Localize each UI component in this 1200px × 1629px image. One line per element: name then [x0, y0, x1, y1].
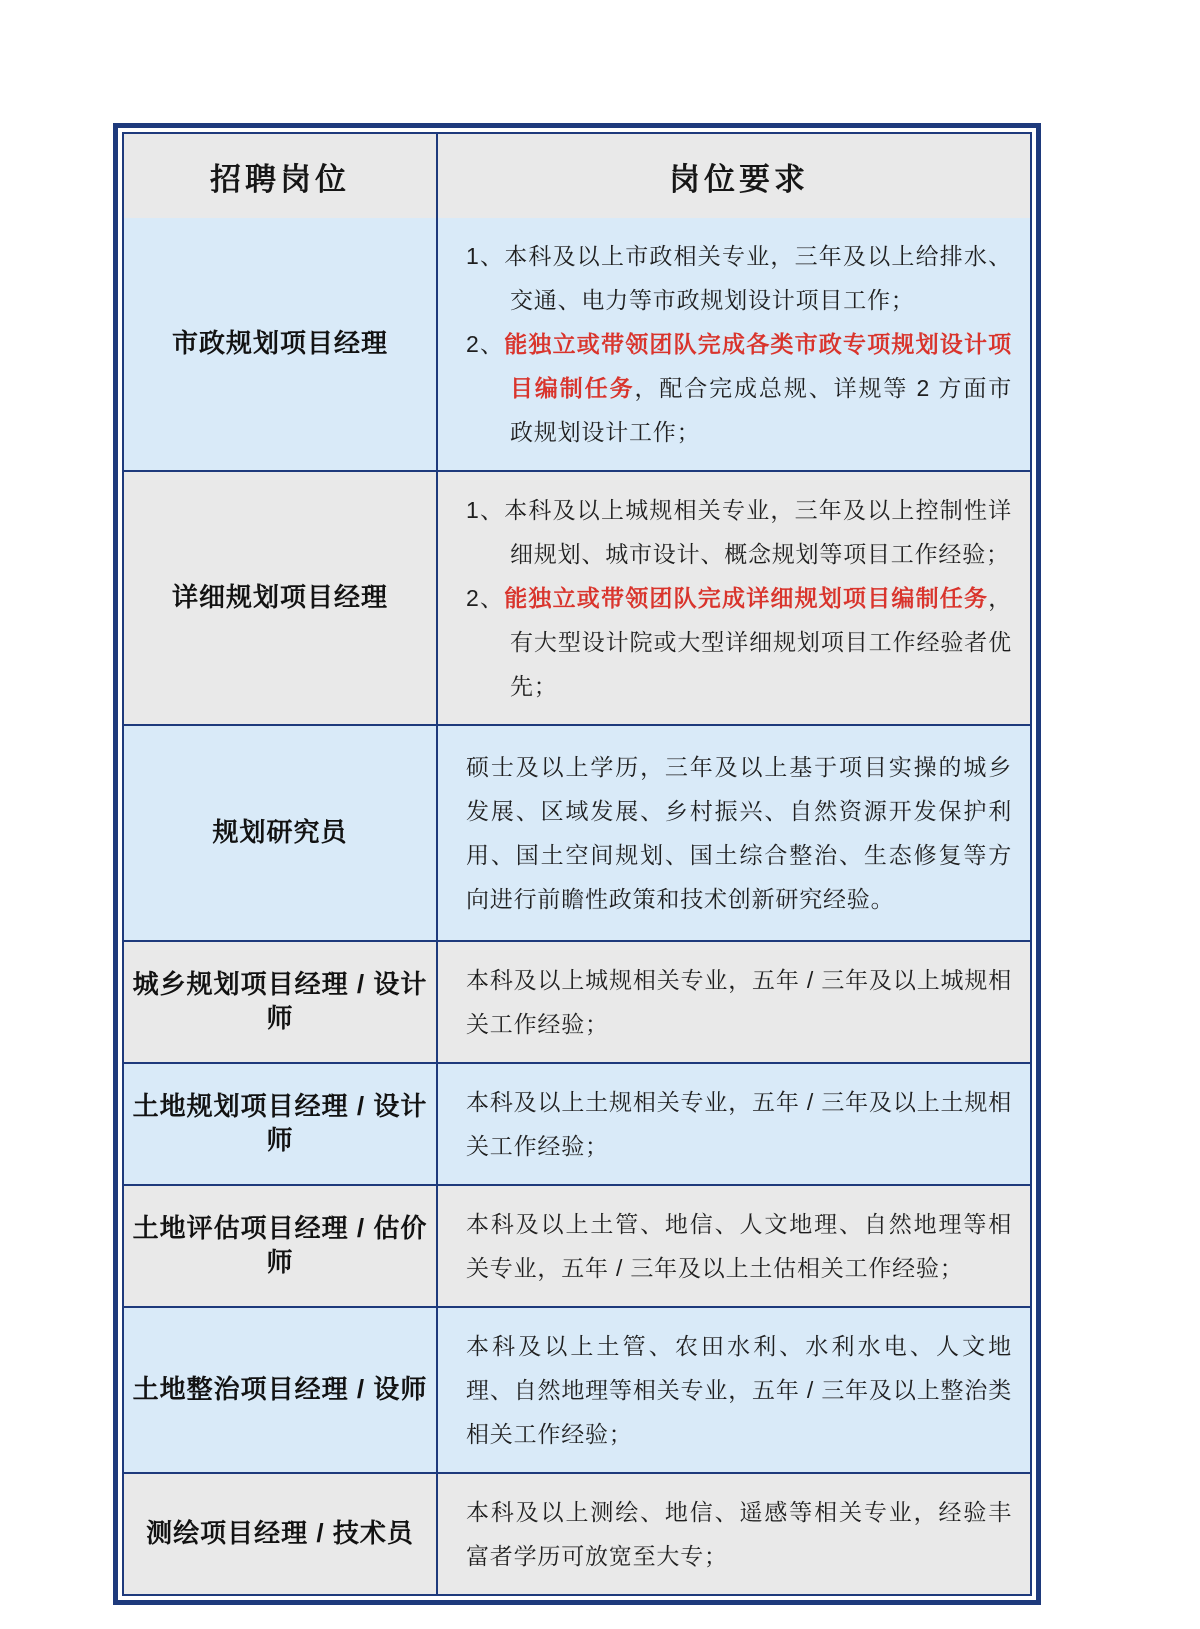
position-title: 测绘项目经理 / 技术员 — [146, 1518, 414, 1549]
position-cell — [124, 1308, 438, 1472]
requirement-text: ，有大型设计院或大型详细规划项目工作经验者优先； — [510, 585, 1012, 699]
column-header-position-label: 招聘岗位 — [210, 161, 350, 197]
requirement-text: 本科及以上城规相关专业，五年 / 三年及以上城规相关工作经验； — [466, 967, 1012, 1037]
table-row — [124, 724, 1030, 940]
table-row — [124, 1062, 1030, 1184]
requirement-paragraph — [466, 322, 1012, 454]
position-title: 土地规划项目经理 / 设计师 — [132, 1091, 428, 1155]
recruitment-table — [113, 123, 1041, 1605]
requirement-paragraph — [466, 576, 1012, 708]
list-number: 2、 — [466, 585, 505, 611]
requirements-cell — [438, 726, 1030, 940]
table-row — [124, 1306, 1030, 1472]
requirement-paragraph — [466, 958, 1012, 1046]
requirement-paragraph — [466, 745, 1012, 921]
list-number: 2、 — [466, 331, 505, 357]
list-number: 1、 — [466, 243, 505, 269]
table-body — [124, 218, 1030, 1594]
column-header-requirements — [438, 134, 1030, 218]
requirement-text-highlighted: 能独立或带领团队完成详细规划项目编制任务 — [504, 585, 989, 611]
position-title: 城乡规划项目经理 / 设计师 — [132, 969, 428, 1033]
table-row — [124, 470, 1030, 724]
column-header-requirements-label: 岗位要求 — [669, 161, 809, 197]
requirement-text: 本科及以上城规相关专业，三年及以上控制性详细规划、城市设计、概念规划等项目工作经验； — [504, 497, 1012, 567]
column-header-position — [124, 134, 438, 218]
requirement-paragraph — [466, 488, 1012, 576]
position-cell — [124, 1474, 438, 1594]
requirement-text-highlighted: 能独立或带领团队完成各类市政专项规划设计项目编制任务 — [504, 331, 1012, 401]
position-title: 土地评估项目经理 / 估价师 — [132, 1213, 428, 1277]
table-header-row — [124, 134, 1030, 218]
requirement-text: 本科及以上测绘、地信、遥感等相关专业，经验丰富者学历可放宽至大专； — [466, 1499, 1012, 1569]
requirement-text: 本科及以上土规相关专业，五年 / 三年及以上土规相关工作经验； — [466, 1089, 1012, 1159]
position-title: 规划研究员 — [212, 817, 348, 848]
position-cell — [124, 218, 438, 470]
requirement-paragraph — [466, 1202, 1012, 1290]
requirement-paragraph — [466, 1080, 1012, 1168]
position-cell — [124, 1186, 438, 1306]
recruitment-table-inner — [122, 132, 1032, 1596]
requirements-cell — [438, 1308, 1030, 1472]
position-cell — [124, 472, 438, 724]
position-title: 详细规划项目经理 — [171, 582, 388, 613]
requirements-cell — [438, 1474, 1030, 1594]
requirements-cell — [438, 218, 1030, 470]
requirements-cell — [438, 472, 1030, 724]
list-number: 1、 — [466, 497, 505, 523]
requirements-cell — [438, 1186, 1030, 1306]
position-cell — [124, 726, 438, 940]
requirement-paragraph — [466, 1490, 1012, 1578]
requirement-text: 硕士及以上学历，三年及以上基于项目实操的城乡发展、区域发展、乡村振兴、自然资源开发保护利用、国土空间规划、国土综合整治、生态修复等方向进行前瞻性政策和技术创新研究经验。 — [466, 754, 1012, 912]
position-title: 土地整治项目经理 / 设师 — [132, 1374, 428, 1405]
position-title: 市政规划项目经理 — [171, 328, 388, 359]
requirements-cell — [438, 942, 1030, 1062]
table-row — [124, 1472, 1030, 1594]
requirement-text: 本科及以上土管、地信、人文地理、自然地理等相关专业，五年 / 三年及以上土估相关工作经验； — [466, 1211, 1012, 1281]
position-cell — [124, 942, 438, 1062]
requirement-text: 本科及以上市政相关专业，三年及以上给排水、交通、电力等市政规划设计项目工作； — [504, 243, 1012, 313]
requirement-paragraph — [466, 1324, 1012, 1456]
table-row — [124, 218, 1030, 470]
table-row — [124, 1184, 1030, 1306]
requirement-text: ，配合完成总规、详规等 2 方面市政规划设计工作； — [510, 375, 1013, 445]
requirement-text: 本科及以上土管、农田水利、水利水电、人文地理、自然地理等相关专业，五年 / 三年及以上整治类相关工作经验； — [466, 1333, 1012, 1447]
table-row — [124, 940, 1030, 1062]
requirement-paragraph — [466, 234, 1012, 322]
position-cell — [124, 1064, 438, 1184]
requirements-cell — [438, 1064, 1030, 1184]
